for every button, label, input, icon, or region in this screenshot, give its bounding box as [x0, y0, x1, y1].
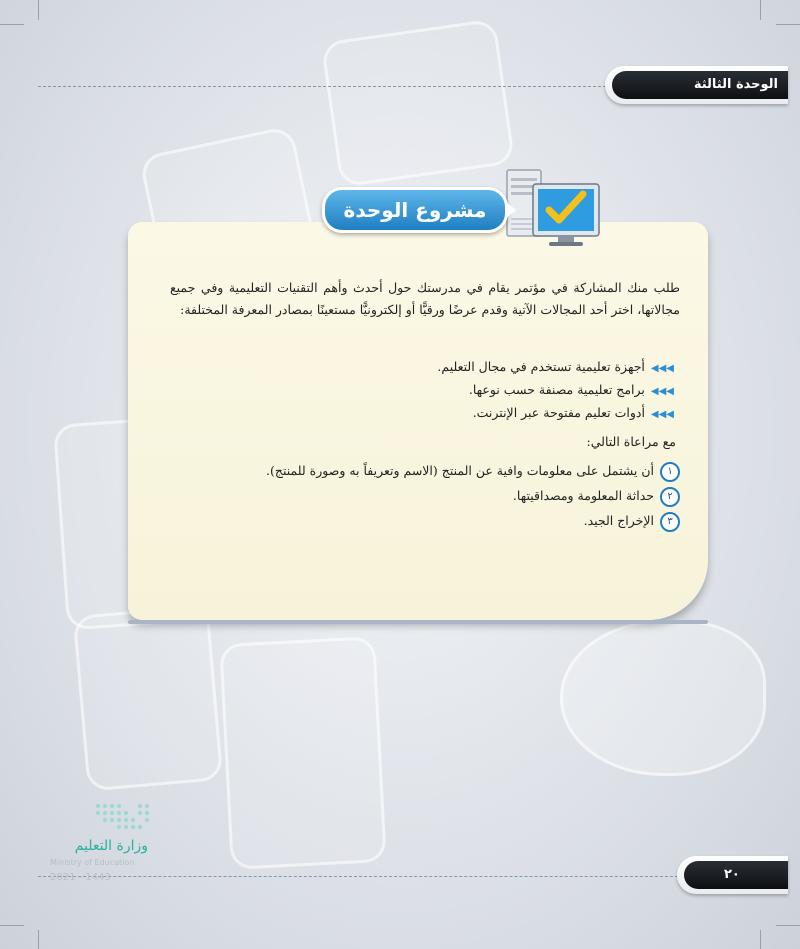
- page-number-pill: [684, 861, 788, 889]
- list-item: [266, 458, 680, 483]
- background-shape: [321, 18, 516, 187]
- topic-text: أدوات تعليم مفتوحة عبر الإنترنت.: [472, 405, 645, 420]
- topic-text: برامج تعليمية مصنفة حسب نوعها.: [468, 382, 645, 397]
- crop-mark: [776, 24, 800, 25]
- crop-mark: [0, 925, 24, 926]
- project-intro-paragraph: طلب منك المشاركة في مؤتمر يقام في مدرستك حول أحدث وأهم التقنيات التعليمية وفي جميع مجالاتها، اختر أحد المجالات الآتية وقدم عرضًا ورقيًّا أو إلكترونيًّا مستعينًا بمصادر المعرفة المختلفة:: [170, 280, 680, 317]
- triple-arrow-icon: ◀◀◀: [650, 409, 674, 420]
- ministry-dots-icon: [92, 798, 154, 838]
- page-number: ٢٠: [724, 867, 740, 882]
- requirements-note: مع مراعاة التالي:: [586, 434, 676, 449]
- page-number-tab: [677, 856, 788, 894]
- unit-label: الوحدة الثالثة: [693, 77, 778, 92]
- background-shape: [73, 604, 224, 791]
- number-circle-icon: ٣: [660, 512, 680, 532]
- ministry-year: 2021 - 1443: [50, 872, 111, 883]
- crop-mark: [760, 0, 761, 20]
- requirement-text: الإخراج الجيد.: [583, 513, 654, 528]
- computer-checkmark-icon: [503, 160, 603, 248]
- list-item: [266, 483, 680, 508]
- background-shape: [219, 636, 387, 870]
- crop-mark: [760, 930, 761, 949]
- ministry-logo: [50, 798, 160, 888]
- project-title: مشروع الوحدة: [343, 198, 487, 222]
- triple-arrow-icon: ◀◀◀: [650, 386, 674, 397]
- crop-mark: [0, 24, 24, 25]
- list-item: [437, 401, 674, 424]
- number-circle-icon: ٢: [660, 487, 680, 507]
- triple-arrow-icon: ◀◀◀: [650, 363, 674, 374]
- list-item: [437, 378, 674, 401]
- header-dashed-line: [38, 86, 606, 87]
- requirement-text: أن يشتمل على معلومات وافية عن المنتج (الاسم وتعريفاً به وصورة للمنتج).: [266, 463, 654, 478]
- requirements-list: [266, 458, 680, 533]
- crop-mark: [776, 925, 800, 926]
- crop-mark: [38, 930, 39, 949]
- ministry-name-arabic: وزارة التعليم: [74, 838, 148, 854]
- requirement-text: حداثة المعلومة ومصداقيتها.: [512, 488, 654, 503]
- background-shape: [560, 620, 766, 776]
- ministry-name-english: Ministry of Education: [50, 858, 135, 867]
- unit-header-pill: [612, 71, 788, 99]
- unit-header-tab: [605, 66, 788, 104]
- crop-mark: [38, 0, 39, 20]
- list-item: [266, 508, 680, 533]
- project-title-badge: [322, 187, 508, 233]
- topic-text: أجهزة تعليمية تستخدم في مجال التعليم.: [437, 359, 645, 374]
- number-circle-icon: ١: [660, 462, 680, 482]
- list-item: [437, 355, 674, 378]
- topics-list: [437, 355, 674, 424]
